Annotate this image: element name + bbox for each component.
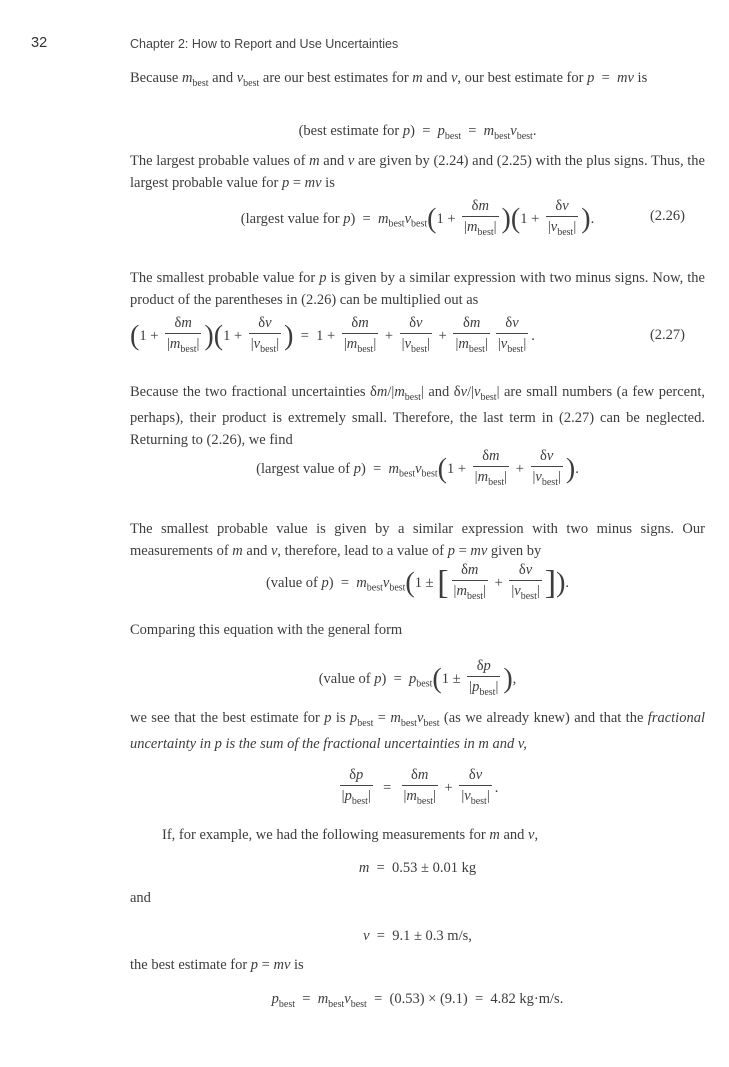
paragraph-6: Comparing this equation with the general form <box>130 622 403 638</box>
equation-2-26: (largest value for $p) = m_{best}v_{best}(1$ + $\frac{\delta m}{|m_{best}|}$ )(1 + $\frac{\delta v}{|v_{best}|}$ ). (2.26) <box>240 198 685 238</box>
paragraph-9: the best estimate for p = mv is <box>130 957 304 973</box>
equation-value-of-p: (value of $p) = m_{best}v_{best}(1$ ± [ $\frac{\delta m}{|m_{best}|}$ + $\frac{\delta v}{|v_{best}|}$ ]). <box>265 562 570 602</box>
equation-general-form: (value of $p) = p_{best}(1$ ± $\frac{\delta p}{|p_{best}|}$ ), <box>318 658 517 698</box>
equation-best-estimate: (best estimate for $p) = p_{best} = m_{best}v_{best}$. <box>298 123 537 142</box>
paragraph-5: The smallest probable value is given by a similar expression with two minus signs. Our measurements of m and v, therefore, lead to a value of p = mv given by <box>130 521 705 559</box>
paragraph-8: If, for example, we had the following measurements for m and v, <box>162 827 539 843</box>
equation-fractional-sum: $\frac{\delta p}{|p_{best}|}$ = $\frac{\delta m}{|m_{best}|}$ + $\frac{\delta v}{|v_{best}|}$ . <box>341 767 499 807</box>
equation-v-measurement: v = 9.1 ± 0.3 m/s, <box>363 928 472 944</box>
paragraph-7: we see that the best estimate for p is $p_{best} = m_{best}v_{best}$ (as we already knew) and that the fractional uncertainty in p is the sum of the fractional uncertainties in m and v, <box>130 710 705 753</box>
equation-m-measurement: m = 0.53 ± 0.01 kg <box>358 860 477 876</box>
paragraph-4: Because the two fractional uncertainties $\delta m/|m_{best}|$ and $\delta v/|v_{best}|$ are small numbers (a few percent, perhaps), their product is extremely small. Therefore, the last term in (2.27) can be neglected. Returning to (2.26), we find <box>130 384 705 448</box>
equation-2-27: (1 + $\frac{\delta m}{|m_{best}|}$ )(1 + $\frac{\delta v}{|v_{best}|}$ ) = 1 + $\frac{\delta m}{|m_{best}|}$ + $\frac{\delta v}{|v_{best}|}$ + $\frac{\delta m}{|m_{best}|}$ $\frac{\delta v}{|v_{best}|}$ . (2.27) <box>130 315 685 355</box>
running-header: Chapter 2: How to Report and Use Uncertainties <box>130 37 399 51</box>
word-and: and <box>130 890 151 906</box>
equation-number-2-26: (2.26) <box>649 208 685 224</box>
equation-p-best-value: $p_{best} = m_{best}v_{best} = (0.53) \times (9.1) = 4.82$ kg·m/s. <box>271 991 564 1010</box>
paragraph-2: The largest probable values of m and v are given by (2.24) and (2.25) with the plus signs. Thus, the largest probable value for p = mv is <box>130 153 705 191</box>
equation-largest-value: (largest value of $p) = m_{best}v_{best}(1$ + $\frac{\delta m}{|m_{best}|}$ + $\frac{\delta v}{|v_{best}|}$ ). <box>256 448 579 488</box>
page-number: 32 <box>31 35 48 51</box>
equation-number-2-27: (2.27) <box>649 327 685 343</box>
paragraph-1: Because $m_{best}$ and $v_{best}$ are our best estimates for m and v, our best estimate for p = mv is <box>130 70 648 89</box>
paragraph-3: The smallest probable value for p is given by a similar expression with two minus signs. Now, the product of the parentheses in (2.26) can be multiplied out as <box>130 270 705 308</box>
